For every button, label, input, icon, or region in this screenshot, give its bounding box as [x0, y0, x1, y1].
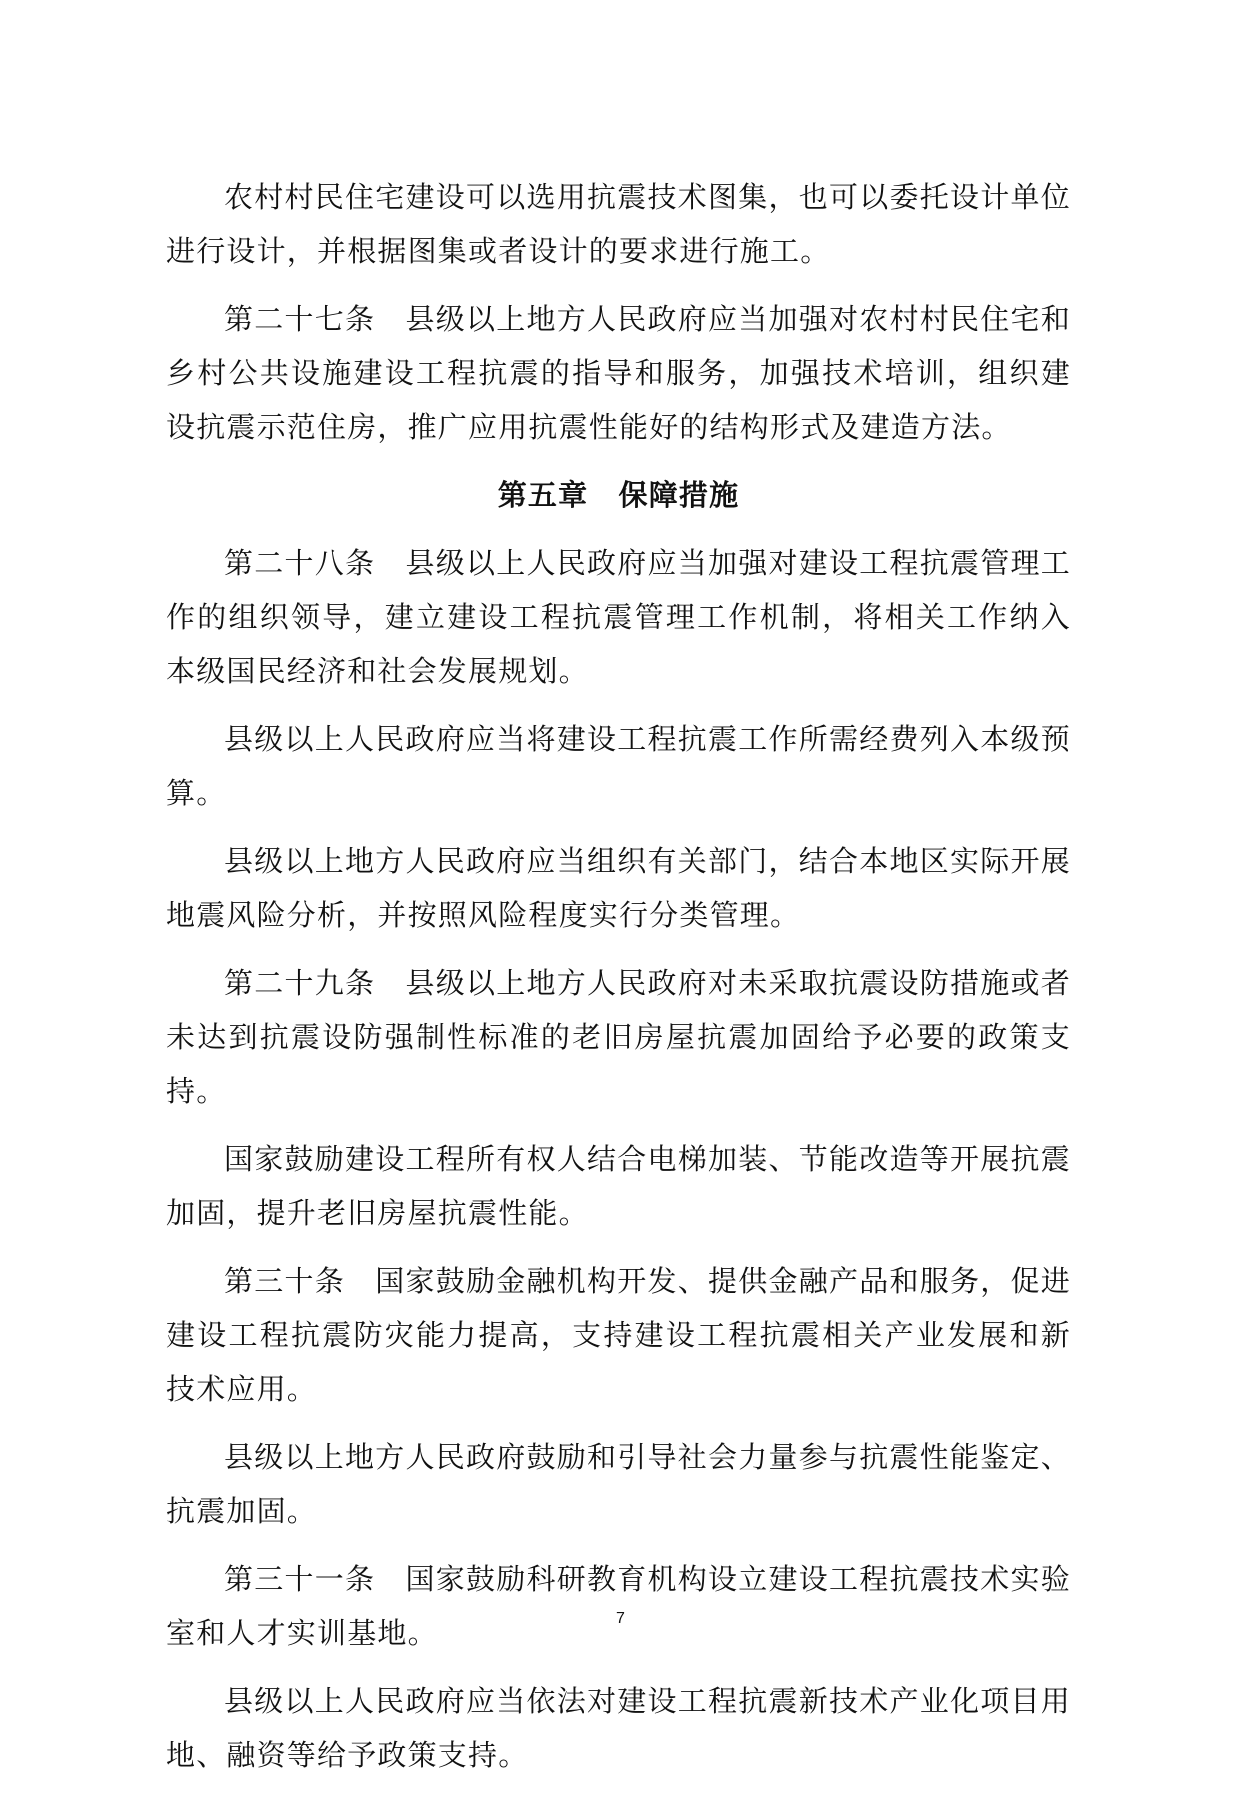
page-number: 7 — [616, 1610, 625, 1627]
paragraph-rural-housing: 农村村民住宅建设可以选用抗震技术图集，也可以委托设计单位进行设计，并根据图集或者设计的要求进行施工。 — [166, 180, 1071, 268]
paragraph-budget: 县级以上人民政府应当将建设工程抗震工作所需经费列入本级预算。 — [166, 722, 1071, 810]
paragraph-policy-support: 县级以上人民政府应当依法对建设工程抗震新技术产业化项目用地、融资等给予政策支持。 — [166, 1684, 1071, 1772]
chapter-heading: 第五章 保障措施 — [497, 478, 740, 512]
paragraph-social-forces: 县级以上地方人民政府鼓励和引导社会力量参与抗震性能鉴定、抗震加固。 — [166, 1440, 1071, 1528]
paragraph-article-28: 第二十八条 县级以上人民政府应当加强对建设工程抗震管理工作的组织领导，建立建设工程抗震管理工作机制，将相关工作纳入本级国民经济和社会发展规划。 — [166, 546, 1071, 688]
paragraph-article-30: 第三十条 国家鼓励金融机构开发、提供金融产品和服务，促进建设工程抗震防灾能力提高，支持建设工程抗震相关产业发展和新技术应用。 — [166, 1264, 1071, 1406]
paragraph-risk-analysis: 县级以上地方人民政府应当组织有关部门，结合本地区实际开展地震风险分析，并按照风险程度实行分类管理。 — [166, 844, 1071, 932]
paragraph-reinforcement: 国家鼓励建设工程所有权人结合电梯加装、节能改造等开展抗震加固，提升老旧房屋抗震性能。 — [166, 1142, 1071, 1230]
paragraph-article-27: 第二十七条 县级以上地方人民政府应当加强对农村村民住宅和乡村公共设施建设工程抗震的指导和服务，加强技术培训，组织建设抗震示范住房，推广应用抗震性能好的结构形式及建造方法。 — [166, 302, 1071, 444]
document-body — [166, 170, 1071, 1796]
paragraph-article-29: 第二十九条 县级以上地方人民政府对未采取抗震设防措施或者未达到抗震设防强制性标准的老旧房屋抗震加固给予必要的政策支持。 — [166, 966, 1071, 1108]
paragraph-article-31: 第三十一条 国家鼓励科研教育机构设立建设工程抗震技术实验室和人才实训基地。 — [166, 1562, 1071, 1650]
